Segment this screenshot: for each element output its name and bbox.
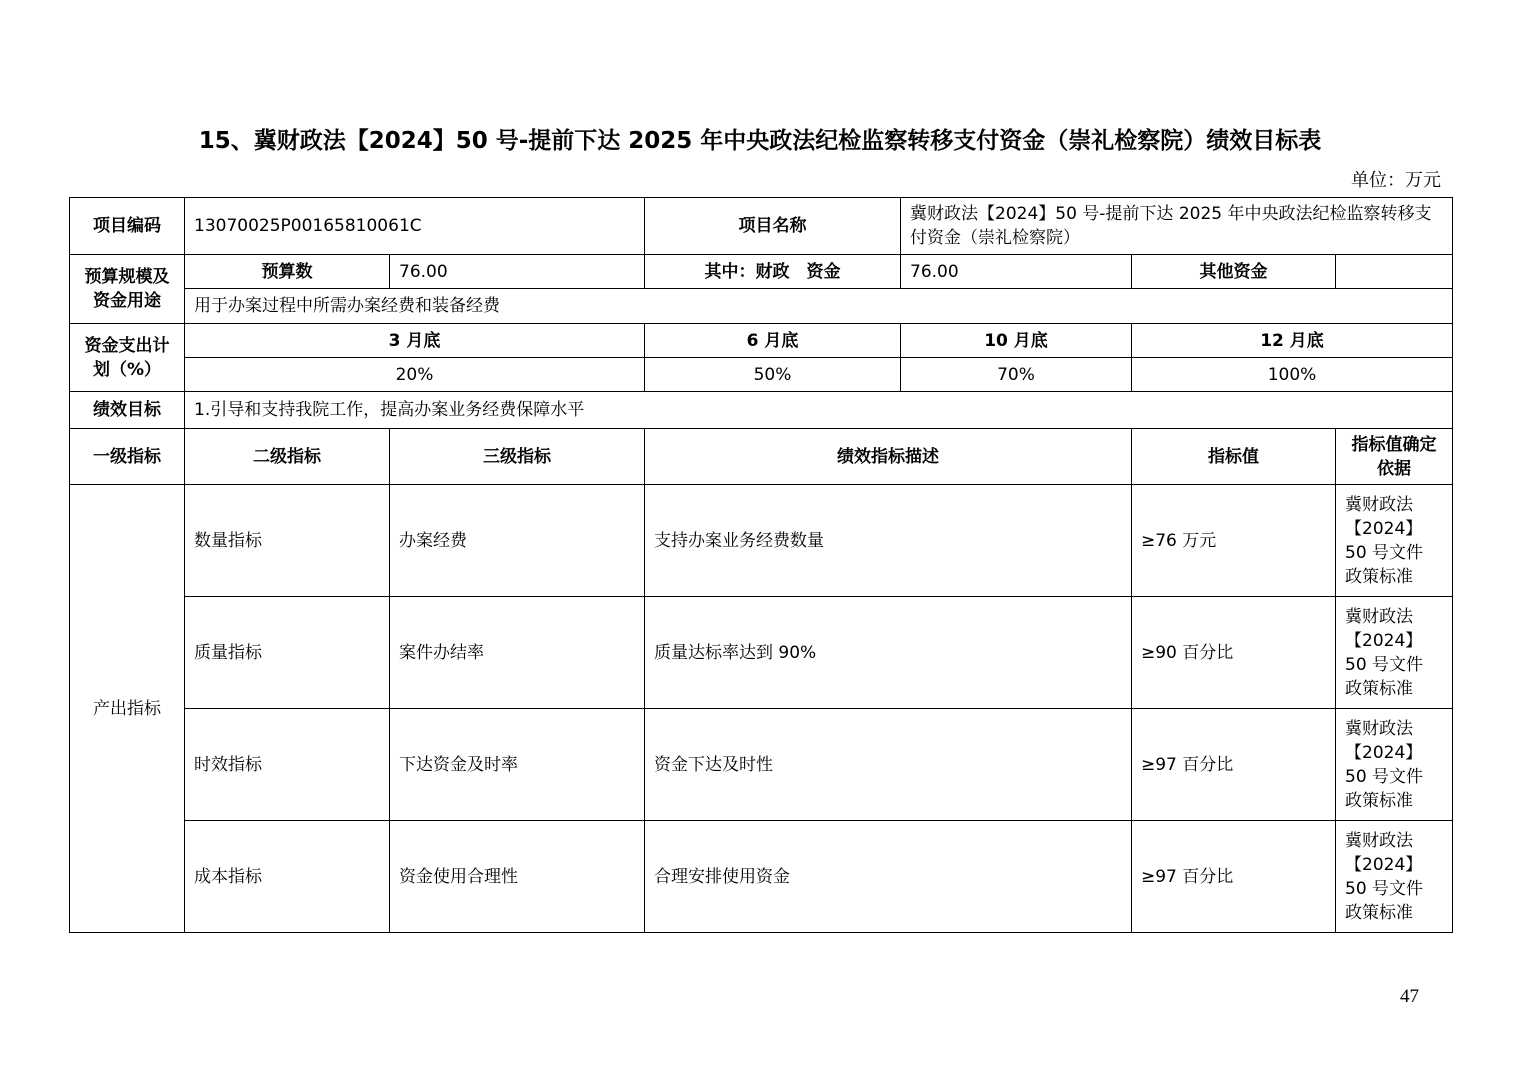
other-fund-value <box>1336 255 1453 289</box>
usage-row <box>70 289 1453 324</box>
header-description: 绩效指标描述 <box>645 429 1132 485</box>
plan-period-value: 100% <box>1132 358 1453 392</box>
project-name-value: 冀财政法【2024】50 号-提前下达 2025 年中央政法纪检监察转移支付资金（崇礼检察院） <box>901 198 1453 255</box>
header-level3: 三级指标 <box>390 429 645 485</box>
table-row <box>70 709 1453 821</box>
fund-usage-value: 用于办案过程中所需办案经费和装备经费 <box>185 289 1453 324</box>
table-row <box>70 821 1453 933</box>
level2-indicator: 时效指标 <box>185 709 390 821</box>
basis-line: 政策标准 <box>1345 566 1413 587</box>
budget-row <box>70 255 1453 289</box>
project-code-label: 项目编码 <box>70 198 185 255</box>
indicator-basis <box>1336 709 1453 821</box>
plan-period-label: 6 月底 <box>645 324 901 358</box>
spending-plan-label: 资金支出计划（%） <box>70 324 185 392</box>
budget-amount-value: 76.00 <box>390 255 645 289</box>
basis-line: 【2024】 <box>1345 518 1423 539</box>
performance-goal-label: 绩效目标 <box>70 392 185 429</box>
level3-indicator: 下达资金及时率 <box>390 709 645 821</box>
plan-period-label: 12 月底 <box>1132 324 1453 358</box>
basis-line: 政策标准 <box>1345 790 1413 811</box>
header-value: 指标值 <box>1132 429 1336 485</box>
fiscal-fund-label: 其中：财政 资金 <box>645 255 901 289</box>
basis-line: 政策标准 <box>1345 678 1413 699</box>
project-name-label: 项目名称 <box>645 198 901 255</box>
table-row <box>70 597 1453 709</box>
indicator-description: 合理安排使用资金 <box>645 821 1132 933</box>
page-title: 15、冀财政法【2024】50 号-提前下达 2025 年中央政法纪检监察转移支付资金（崇礼检察院）绩效目标表 <box>198 128 1322 154</box>
plan-period-value: 70% <box>901 358 1132 392</box>
indicator-description: 支持办案业务经费数量 <box>645 485 1132 597</box>
basis-line: 50 号文件 <box>1345 654 1424 675</box>
basis-line: 50 号文件 <box>1345 878 1424 899</box>
basis-line: 冀财政法 <box>1345 830 1413 851</box>
basis-line: 【2024】 <box>1345 630 1423 651</box>
basis-line: 【2024】 <box>1345 742 1423 763</box>
table-row <box>70 485 1453 597</box>
level2-indicator: 质量指标 <box>185 597 390 709</box>
level3-indicator: 办案经费 <box>390 485 645 597</box>
header-level1: 一级指标 <box>70 429 185 485</box>
fiscal-fund-value: 76.00 <box>901 255 1132 289</box>
indicator-basis <box>1336 597 1453 709</box>
basis-line: 政策标准 <box>1345 902 1413 923</box>
project-code-value: 13070025P00165810061C <box>185 198 645 255</box>
plan-period-label: 3 月底 <box>185 324 645 358</box>
plan-period-value: 50% <box>645 358 901 392</box>
header-basis: 指标值确定依据 <box>1336 429 1453 485</box>
unit-label: 单位：万元 <box>1351 170 1441 191</box>
level3-indicator: 案件办结率 <box>390 597 645 709</box>
indicator-basis <box>1336 821 1453 933</box>
performance-table <box>69 197 1453 933</box>
indicator-description: 质量达标率达到 90% <box>645 597 1132 709</box>
basis-line: 冀财政法 <box>1345 718 1413 739</box>
page-number: 47 <box>1400 986 1419 1007</box>
budget-scope-label: 预算规模及资金用途 <box>70 255 185 324</box>
basis-line: 【2024】 <box>1345 854 1423 875</box>
level1-indicator: 产出指标 <box>70 485 185 933</box>
performance-goal-value: 1.引导和支持我院工作，提高办案业务经费保障水平 <box>185 392 1453 429</box>
other-fund-label: 其他资金 <box>1132 255 1336 289</box>
level2-indicator: 成本指标 <box>185 821 390 933</box>
level3-indicator: 资金使用合理性 <box>390 821 645 933</box>
basis-line: 冀财政法 <box>1345 606 1413 627</box>
level2-indicator: 数量指标 <box>185 485 390 597</box>
indicator-value: ≥97 百分比 <box>1132 709 1336 821</box>
indicator-value: ≥97 百分比 <box>1132 821 1336 933</box>
project-row <box>70 198 1453 255</box>
plan-period-label: 10 月底 <box>901 324 1132 358</box>
plan-period-value: 20% <box>185 358 645 392</box>
plan-value-row <box>70 358 1453 392</box>
budget-amount-label: 预算数 <box>185 255 390 289</box>
plan-header-row <box>70 324 1453 358</box>
basis-line: 50 号文件 <box>1345 766 1424 787</box>
goal-row <box>70 392 1453 429</box>
basis-line: 50 号文件 <box>1345 542 1424 563</box>
basis-line: 冀财政法 <box>1345 494 1413 515</box>
indicator-value: ≥90 百分比 <box>1132 597 1336 709</box>
header-level2: 二级指标 <box>185 429 390 485</box>
indicator-header-row <box>70 429 1453 485</box>
indicator-description: 资金下达及时性 <box>645 709 1132 821</box>
indicator-value: ≥76 万元 <box>1132 485 1336 597</box>
indicator-basis <box>1336 485 1453 597</box>
